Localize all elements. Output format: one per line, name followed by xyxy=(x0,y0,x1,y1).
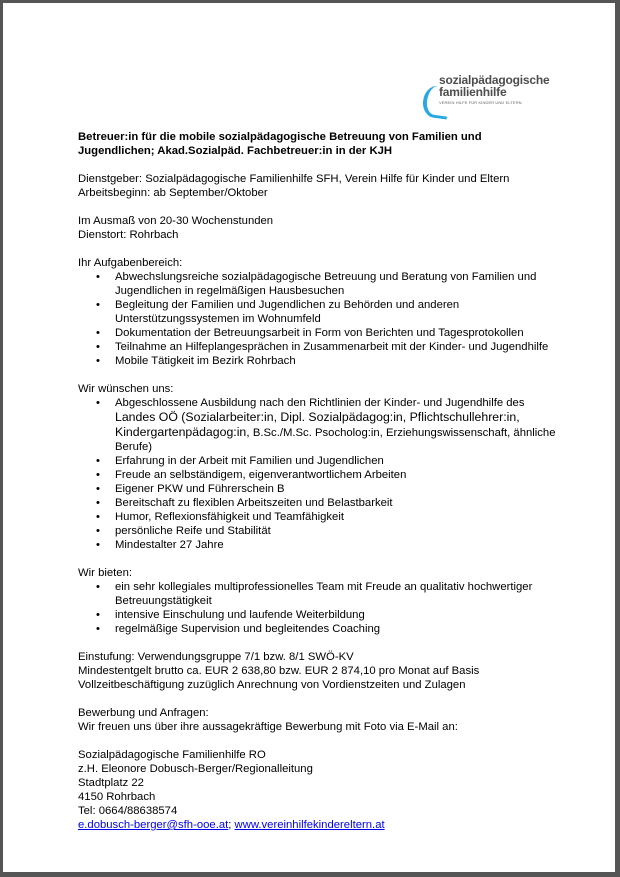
contact-street: Stadtplatz 22 xyxy=(78,777,144,789)
list-item: • Begleitung der Familien und Jugendlichen zu Behörden und anderen Unterstützungssystemen im Wohnumfeld xyxy=(78,298,558,326)
contact-city: 4150 Rohrbach xyxy=(78,791,156,803)
contact-phone: Tel: 0664/88638574 xyxy=(78,805,178,817)
work-location: Dienstort: Rohrbach xyxy=(78,229,179,241)
list-item: • Mindestalter 27 Jahre xyxy=(78,538,558,552)
logo-line2: familienhilfe xyxy=(439,85,507,99)
application-heading: Bewerbung und Anfragen: xyxy=(78,707,209,719)
tasks-list xyxy=(78,270,558,368)
link-separator: ; xyxy=(228,819,235,831)
list-item: • regelmäßige Supervision und begleitendes Coaching xyxy=(78,622,558,636)
list-item: • Abwechslungsreiche sozialpädagogische Betreuung und Beratung von Familien und Jugendlichen in regelmäßigen Hausbesuchen xyxy=(78,270,558,298)
list-item: • Erfahrung in der Arbeit mit Familien und Jugendlichen xyxy=(78,454,558,468)
list-item xyxy=(78,396,558,454)
list-item: • Mobile Tätigkeit im Bezirk Rohrbach xyxy=(78,354,558,368)
list-item: • persönliche Reife und Stabilität xyxy=(78,524,558,538)
website-link[interactable]: www.vereinhilfekindereltern.at xyxy=(234,819,385,831)
salary-note: Vollzeitbeschäftigung zuzüglich Anrechnung von Vordienstzeiten und Zulagen xyxy=(78,679,466,691)
start-date: Arbeitsbeginn: ab September/Oktober xyxy=(78,187,268,199)
contact-person: z.H. Eleonore Dobusch-Berger/Regionalleitung xyxy=(78,763,313,775)
logo-line1: sozialpädagogische xyxy=(439,73,550,87)
list-item: • Teilnahme an Hilfeplangesprächen in Zusammenarbeit mit der Kinder- und Jugendhilfe xyxy=(78,340,558,354)
list-item: • Freude an selbständigem, eigenverantwortlichem Arbeiten xyxy=(78,468,558,482)
logo-tagline: VEREIN HILFE FÜR KINDER UND ELTERN xyxy=(439,100,522,105)
list-item: • ein sehr kollegiales multiprofessionelles Team mit Freude an qualitativ hochwertiger Betreuungstätigkeit xyxy=(78,580,558,608)
employer: Dienstgeber: Sozialpädagogische Familienhilfe SFH, Verein Hilfe für Kinder und Eltern xyxy=(78,173,510,185)
qualification-text-c: B.Sc./M.Sc. Psocholog:in, Erziehungswissenschaft, ähnliche Berufe) xyxy=(115,427,556,453)
list-item: • Bereitschaft zu flexiblen Arbeitszeiten und Belastbarkeit xyxy=(78,496,558,510)
offer-list xyxy=(78,580,558,636)
contact-org: Sozialpädagogische Familienhilfe RO xyxy=(78,749,266,761)
organization-logo xyxy=(423,72,553,112)
contact-links xyxy=(78,818,558,832)
wishes-list xyxy=(78,396,558,552)
qualification-text-b: Landes OÖ (Sozialarbeiter:in, Dipl. Sozialpädagog:in, Pflichtschullehrer:in, Kindergartenpädagog:in, xyxy=(115,410,520,439)
list-item: • Humor, Reflexionsfähigkeit und Teamfähigkeit xyxy=(78,510,558,524)
email-link[interactable]: e.dobusch-berger@sfh-ooe.at xyxy=(78,819,229,831)
list-item: • Dokumentation der Betreuungsarbeit in Form von Berichten und Tagesprotokollen xyxy=(78,326,558,340)
application-text: Wir freuen uns über ihre aussagekräftige Bewerbung mit Foto via E-Mail an: xyxy=(78,721,458,733)
list-item: • Eigener PKW und Führerschein B xyxy=(78,482,558,496)
qualification-text-a: Abgeschlossene Ausbildung nach den Richtlinien der Kinder- und Jugendhilfe des xyxy=(115,397,525,409)
job-posting-body xyxy=(78,130,558,832)
salary-amount: Mindestentgelt brutto ca. EUR 2 638,80 bzw. EUR 2 874,10 pro Monat auf Basis xyxy=(78,665,480,677)
wishes-heading: Wir wünschen uns: xyxy=(78,383,174,395)
offer-heading: Wir bieten: xyxy=(78,567,132,579)
tasks-heading: Ihr Aufgabenbereich: xyxy=(78,257,183,269)
working-hours: Im Ausmaß von 20-30 Wochenstunden xyxy=(78,215,274,227)
salary-classification: Einstufung: Verwendungsgruppe 7/1 bzw. 8/1 SWÖ-KV xyxy=(78,651,354,663)
job-title: Betreuer:in für die mobile sozialpädagogische Betreuung von Familien und Jugendlichen; Akad.Sozialpäd. Fachbetreuer:in in der KJH xyxy=(78,131,482,157)
list-item: • intensive Einschulung und laufende Weiterbildung xyxy=(78,608,558,622)
